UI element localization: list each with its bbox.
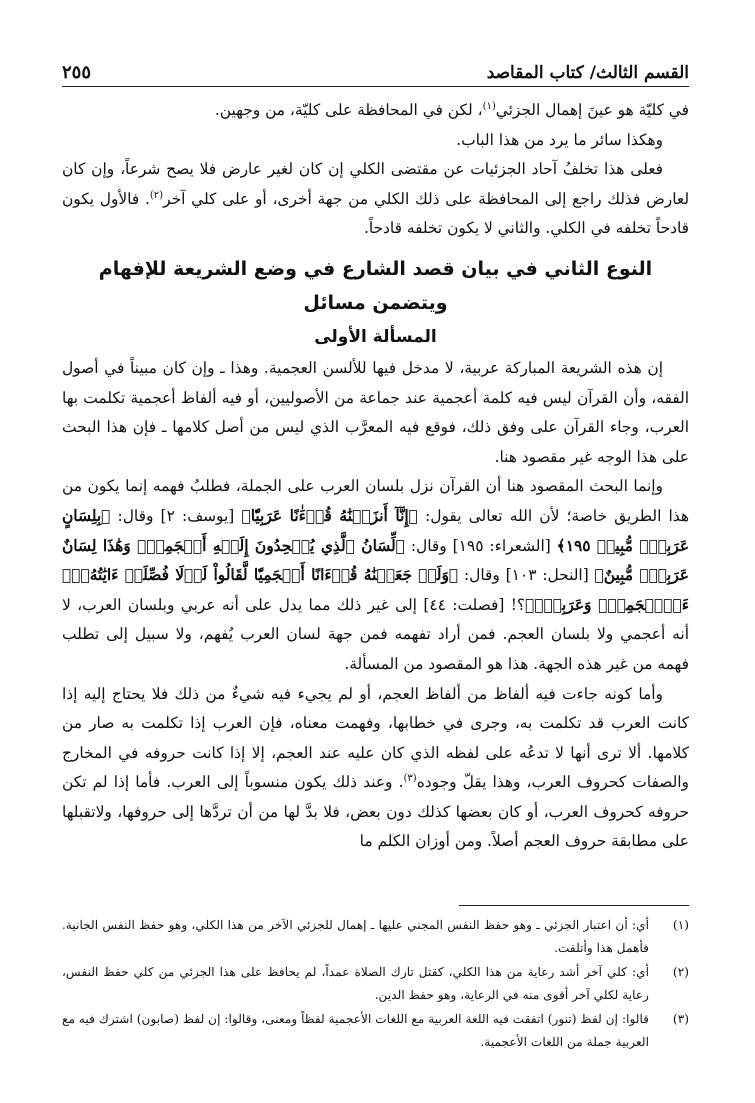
footnote-text: أي: كلي آخر أشد رعاية من هذا الكلي، كقتل تارك الصلاة عمداً، لم يحافظ على هذا الجزئي من كلي حفظ النفس، رعاية لكلي آخر أقوى منه في الرعاية، وهو حفظ الدين. (62, 965, 649, 1002)
main-text (62, 96, 689, 857)
quran-verse-2: ﴿بِلِسَانٍ عَرَبِيّٖ مُّبِينٖ ١٩٥﴾ (62, 506, 689, 555)
footnote-1 (62, 914, 689, 959)
section-subheading: المسألة الأولى (314, 326, 437, 347)
citation-1: [يوسف: ٢] وقال: (110, 506, 242, 525)
chapter-heading (62, 252, 689, 320)
section-title: القسم الثالث/ كتاب المقاصد (486, 63, 689, 83)
paragraph-5 (62, 472, 689, 679)
chapter-heading-line-2: ويتضمن مسائل (303, 291, 448, 314)
footnote-ref-2[interactable]: (٢) (149, 189, 164, 201)
page-number: ٢٥٥ (62, 62, 92, 83)
footnotes (62, 914, 689, 1055)
citation-2: [الشعراء: ١٩٥] وقال: (404, 536, 557, 555)
footnote-2 (62, 961, 689, 1006)
footnote-ref-1[interactable]: (١) (482, 100, 496, 112)
footnote-3 (62, 1008, 689, 1053)
quran-verse-4: ﴿وَلَوۡ جَعَلۡنَٰهُ قُرۡءَانًا أَعۡجَمِيّٗا لَّقَالُواْ لَوۡلَا فُصِّلَتۡ ءَايَٰتُهُۥٓۖ ءَا۬عۡجَمِيّٞ وَعَرَبِيّٞ﴾ (62, 566, 689, 614)
footnote-text: أي: أن اعتبار الجزئي ـ وهو حفظ النفس المجني عليها ـ إهمال للجزئي الآخر من هذا الكلي، وهو حفظ النفس الجانية. فأهمل هذا وأتلفت. (62, 918, 649, 955)
paragraph-1 (62, 96, 689, 126)
paragraph-2: وهكذا سائر ما يرد من هذا الباب. (456, 130, 663, 149)
paragraph-1-text: في كليّة هو عينَ إهمال الجزئي (495, 101, 689, 119)
paragraph-3 (62, 155, 689, 244)
chapter-heading-line-1: النوع الثاني في بيان قصد الشارع في وضع الشريعة للإفهام (98, 257, 653, 280)
running-header (62, 58, 689, 87)
footnote-text: قالوا: إن لفظ (تنور) اتفقت فيه اللغة العربية مع اللغات الأعجمية لفظاً ومعنى، وقالوا: إن لفظ (صابون) اشترك فيه مع العربية جملة من اللغات الأعجمية. (62, 1012, 649, 1049)
paragraph-5-text-end: ؟! [فصلت: ٤٤] إلى غير ذلك مما يدل على أنه عربي وبلسان العرب، لا أنه أعجمي ولا بلسان العجم. فمن أراد تفهمه فمن جهة لسان العرب يُفهم، ولا سبيل إلى تطلب فهمه من غير هذه الجهة. هذا هو المقصود من المسألة. (62, 595, 689, 673)
paragraph-4: إن هذه الشريعة المباركة عربية، لا مدخل فيها للألسن العجمية. وهذا ـ وإن كان مبيناً في أصول الفقه، وأن القرآن ليس فيه كلمة أعجمية عند جماعة من الأصوليين، أو فيه ألفاظ أعجمية تكلمت بها العرب، وجاء القرآن على وفق ذلك، فوقع فيه المعرَّب الذي ليس من أصل كلامها ـ فإن هذا البحث على هذا الوجه غير مقصود هنا. (62, 358, 689, 466)
footnote-number: (٣) (672, 1012, 689, 1026)
footnote-divider (459, 905, 689, 906)
paragraph-6-text: وأما كونه جاءت فيه ألفاظ من ألفاظ العجم، أو لم يجيء فيه شيءٌ من ذلك فلا يحتاج إليه إذا كانت العرب قد تكلمت به، وجرى في خطابها، وفهمت معناه، فإن العرب إذا تكلمت به صار من كلامها. ألا ترى أنها لا تدعُه على لفظه الذي كان عليه عند العجم، إلا إذا كانت حروفه في المخارج والصفات كحروف العرب، وهذا يقلّ وجوده (62, 684, 689, 792)
footnote-number: (٢) (672, 965, 689, 979)
footnote-ref-3[interactable]: (٣) (403, 773, 417, 785)
paragraph-3-text: فعلى هذا تخلفُ آحاد الجزئيات عن مقتضى الكلي إن كان لغير عارض فلا يصح شرعاً، وإن كان لعارض فذلك راجع إلى المحافظة على ذلك الكلي من جهة أخرى، أو على كلي آخر (62, 160, 690, 208)
quran-verse-1: ﴿إِنَّآ أَنزَلۡنَٰهُ قُرۡءَٰنًا عَرَبِيّٗا﴾ (241, 506, 418, 525)
paragraph-5-text: وإنما البحث المقصود هنا أن القرآن نزل بلسان العرب على الجملة، فطلبُ فهمه إنما يكون من هذا الطريق خاصة؛ لأن الله تعالى يقول: (62, 477, 690, 525)
quran-verse-3: ﴿لِّسَانُ ٱلَّذِي يُلۡحِدُونَ إِلَيۡهِ أَعۡجَمِيّٞ وَهَٰذَا لِسَانٌ عَرَبِيّٞ مُّبِينٌ﴾ (62, 536, 689, 585)
citation-3: [النحل: ١٠٣] وقال: (458, 566, 595, 585)
footnote-number: (١) (672, 918, 689, 932)
paragraph-6 (62, 680, 689, 858)
paragraph-3-text-end: . فالأول يكون قادحاً تخلفه في الكلي. والثاني لا يكون تخلفه قادحاً. (62, 189, 689, 238)
paragraph-1-text-end: ، لكن في المحافظة على كليّة، من وجهين. (214, 101, 483, 119)
paragraph-6-text-end: . وعند ذلك يكون منسوباً إلى العرب. فأما إذا لم تكن حروفه كحروف العرب، أو كان بعضها كذلك دون بعض، فلا بدَّ لها من أن تردَّها إلى حروفها، ولاتقبلها على مطابقة حروف العجم أصلاً. ومن أوزان الكلم ما (62, 773, 689, 851)
